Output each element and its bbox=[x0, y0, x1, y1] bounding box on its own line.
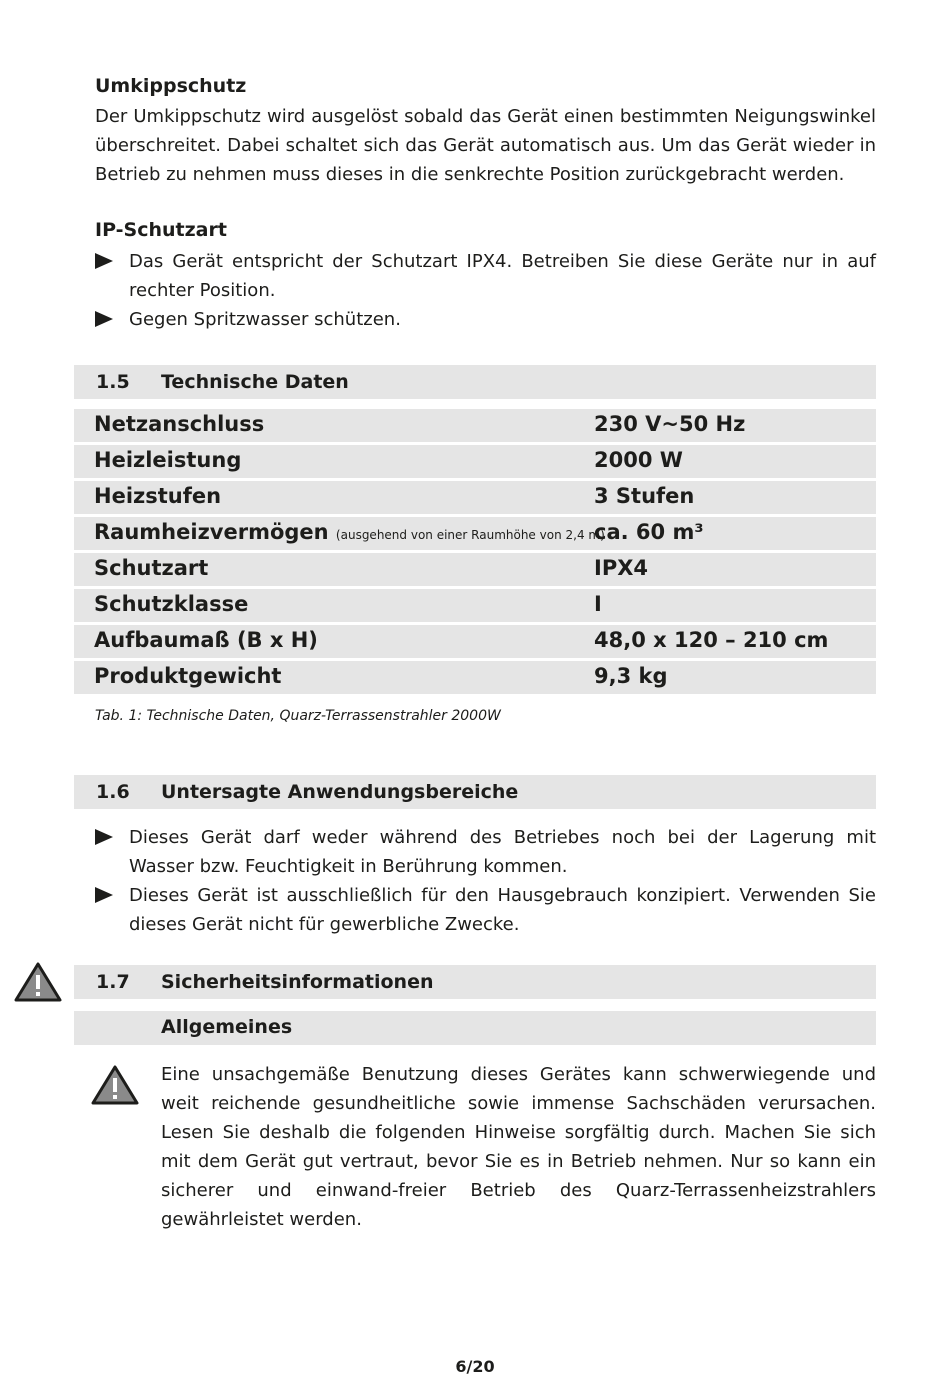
list-item bbox=[95, 881, 876, 939]
table-row bbox=[74, 481, 876, 514]
subsection-heading-allgemeines bbox=[74, 1011, 876, 1045]
row-value: ca. 60 m³ bbox=[594, 520, 704, 544]
row-label: Heizstufen bbox=[94, 484, 222, 508]
technical-data-table bbox=[74, 409, 876, 697]
ip-schutzart-list bbox=[95, 247, 876, 334]
table-row bbox=[74, 409, 876, 442]
section-heading-1-5 bbox=[74, 365, 876, 399]
row-value: IPX4 bbox=[594, 556, 649, 580]
section-title: Sicherheitsinformationen bbox=[161, 971, 434, 993]
umkippschutz-heading: Umkippschutz bbox=[95, 75, 247, 97]
triangle-right-icon bbox=[95, 887, 113, 903]
table-row bbox=[74, 661, 876, 694]
warning-triangle-icon bbox=[13, 961, 63, 1003]
section-heading-1-7 bbox=[74, 965, 876, 999]
row-label: Netzanschluss bbox=[94, 412, 265, 436]
prohibited-uses-list bbox=[95, 823, 876, 939]
row-value: 3 Stufen bbox=[594, 484, 695, 508]
section-title: Technische Daten bbox=[161, 371, 349, 393]
list-item bbox=[95, 305, 876, 334]
triangle-right-icon bbox=[95, 829, 113, 845]
triangle-right-icon bbox=[95, 311, 113, 327]
section-number: 1.7 bbox=[96, 971, 130, 993]
subsection-title: Allgemeines bbox=[161, 1016, 293, 1038]
row-value: 48,0 x 120 – 210 cm bbox=[594, 628, 829, 652]
section-number: 1.6 bbox=[96, 781, 130, 803]
row-value: 9,3 kg bbox=[594, 664, 668, 688]
row-value: 2000 W bbox=[594, 448, 683, 472]
table-caption: Tab. 1: Technische Daten, Quarz-Terrassenstrahler 2000W bbox=[95, 708, 501, 724]
row-label: Raumheizvermögen (ausgehend von einer Raumhöhe von 2,4 m) bbox=[94, 520, 605, 544]
table-row bbox=[74, 625, 876, 658]
row-label: Schutzart bbox=[94, 556, 209, 580]
row-note: (ausgehend von einer Raumhöhe von 2,4 m) bbox=[335, 528, 605, 542]
list-item-text: Gegen Spritzwasser schützen. bbox=[129, 309, 401, 330]
row-value: I bbox=[594, 592, 602, 616]
list-item-text: Dieses Gerät ist ausschließlich für den Hausgebrauch konzipiert. Verwenden Sie dieses Gerät nicht für gewerbliche Zwecke. bbox=[129, 885, 876, 935]
ip-schutzart-heading: IP-Schutzart bbox=[95, 219, 227, 241]
row-label: Schutzklasse bbox=[94, 592, 249, 616]
section-number: 1.5 bbox=[96, 371, 130, 393]
table-row bbox=[74, 553, 876, 586]
table-row bbox=[74, 589, 876, 622]
page-number: 6/20 bbox=[455, 1357, 495, 1376]
triangle-right-icon bbox=[95, 253, 113, 269]
list-item-text: Dieses Gerät darf weder während des Betriebes noch bei der Lagerung mit Wasser bzw. Feuchtigkeit in Berührung kommen. bbox=[129, 827, 876, 877]
section-heading-1-6 bbox=[74, 775, 876, 809]
table-row bbox=[74, 517, 876, 550]
row-label: Produktgewicht bbox=[94, 664, 282, 688]
row-value: 230 V~50 Hz bbox=[594, 412, 746, 436]
row-label: Heizleistung bbox=[94, 448, 242, 472]
table-row bbox=[74, 445, 876, 478]
row-label: Aufbaumaß (B x H) bbox=[94, 628, 318, 652]
section-title: Untersagte Anwendungsbereiche bbox=[161, 781, 519, 803]
warning-triangle-icon bbox=[90, 1064, 140, 1106]
list-item bbox=[95, 823, 876, 881]
safety-general-text: Eine unsachgemäße Benutzung dieses Gerätes kann schwerwiegende und weit reichende gesundheitliche sowie immense Sachschäden verursachen. Lesen Sie deshalb die folgenden Hinweise sorgfältig durch. Machen Sie sich mit dem Gerät gut vertraut, bevor Sie es in Betrieb nehmen. Nur so kann ein sicherer und einwand-freier Betrieb des Quarz-Terrassenheizstrahlers gewährleistet werden. bbox=[161, 1064, 876, 1230]
list-item-text: Das Gerät entspricht der Schutzart IPX4. Betreiben Sie diese Geräte nur in auf rechter Position. bbox=[129, 251, 876, 301]
list-item bbox=[95, 247, 876, 305]
umkippschutz-text: Der Umkippschutz wird ausgelöst sobald das Gerät einen bestimmten Neigungswinkel überschreitet. Dabei schaltet sich das Gerät automatisch aus. Um das Gerät wieder in Betrieb zu nehmen muss dieses in die senkrechte Position zurückgebracht werden. bbox=[95, 106, 876, 185]
